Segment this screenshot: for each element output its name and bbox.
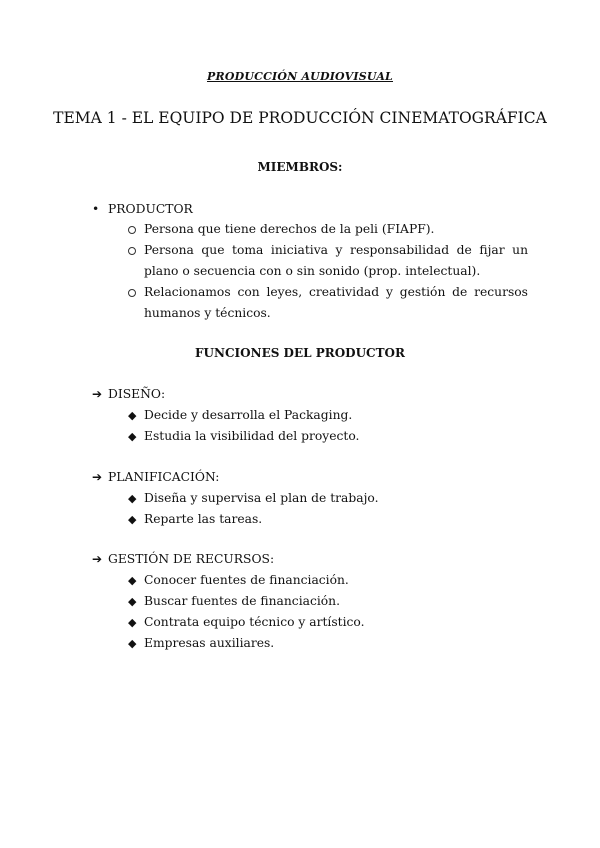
list-item-text: Reparte las tareas.: [144, 512, 263, 526]
list-item-text: Conocer fuentes de financiación.: [144, 573, 349, 587]
functions-heading: FUNCIONES DEL PRODUCTOR: [195, 346, 405, 360]
diamond-bullet-icon: ◆: [128, 492, 137, 505]
document-kicker: PRODUCCIÓN AUDIOVISUAL: [207, 70, 393, 83]
arrow-right-icon: ➔: [92, 552, 103, 566]
bullet-circle-icon: [128, 289, 136, 297]
list-item: [128, 509, 262, 530]
list-item-text: Diseña y supervisa el plan de trabajo.: [144, 491, 379, 505]
section-label: GESTIÓN DE RECURSOS:: [108, 552, 275, 566]
list-item-text: Buscar fuentes de financiación.: [144, 594, 341, 608]
diamond-bullet-icon: ◆: [128, 430, 137, 443]
list-item: [128, 570, 349, 591]
list-item-text: Contrata equipo técnico y artístico.: [144, 615, 365, 629]
list-item: [128, 591, 340, 612]
section-gestion-recursos: [92, 549, 274, 570]
list-item: [128, 612, 365, 633]
bullet-circle-icon: [128, 226, 136, 234]
diamond-bullet-icon: ◆: [128, 513, 137, 526]
productor-subitem: [130, 282, 528, 324]
section-label: DISEÑO:: [108, 387, 166, 401]
bullet-circle-icon: [128, 247, 136, 255]
list-item: [128, 405, 352, 426]
document-title: TEMA 1 - EL EQUIPO DE PRODUCCIÓN CINEMATOGRÁFICA: [53, 109, 547, 127]
diamond-bullet-icon: ◆: [128, 409, 137, 422]
list-item-text: Estudia la visibilidad del proyecto.: [144, 429, 360, 443]
productor-subitem-text: Relacionamos con leyes, creatividad y gestión de recursos humanos y técnicos.: [144, 285, 528, 320]
bullet-dot-icon: •: [92, 202, 100, 216]
productor-subitem-text: Persona que toma iniciativa y responsabilidad de fijar un plano o secuencia con o sin sonido (prop. intelectual).: [144, 243, 528, 278]
diamond-bullet-icon: ◆: [128, 616, 137, 629]
diamond-bullet-icon: ◆: [128, 637, 137, 650]
arrow-right-icon: ➔: [92, 470, 103, 484]
list-item: [128, 426, 359, 447]
diamond-bullet-icon: ◆: [128, 595, 137, 608]
members-heading: MIEMBROS:: [257, 160, 343, 174]
diamond-bullet-icon: ◆: [128, 574, 137, 587]
list-item-text: Decide y desarrolla el Packaging.: [144, 408, 353, 422]
productor-subitem: [130, 240, 528, 282]
productor-label: PRODUCTOR: [108, 202, 193, 216]
arrow-right-icon: ➔: [92, 387, 103, 401]
section-planificacion: [92, 467, 219, 488]
section-diseno: [92, 384, 165, 405]
productor-subitem-text: Persona que tiene derechos de la peli (FIAPF).: [144, 222, 435, 236]
list-item-text: Empresas auxiliares.: [144, 636, 275, 650]
productor-item: [92, 199, 193, 220]
productor-subitem: [130, 219, 528, 240]
list-item: [128, 488, 379, 509]
list-item: [128, 633, 274, 654]
section-label: PLANIFICACIÓN:: [108, 470, 220, 484]
